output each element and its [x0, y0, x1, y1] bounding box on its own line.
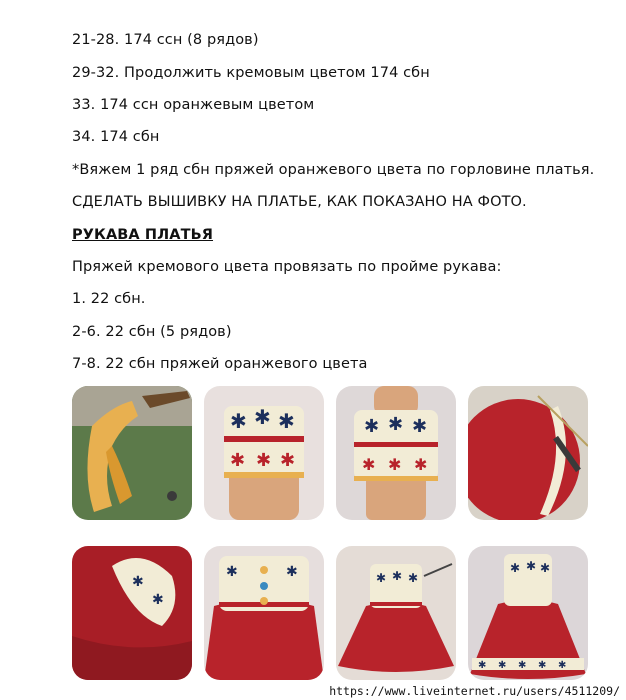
- line-sleeve-row-1: 1. 22 сбн.: [72, 291, 146, 307]
- svg-text:✱: ✱: [526, 559, 537, 573]
- svg-text:✱: ✱: [362, 455, 376, 474]
- svg-text:✱: ✱: [518, 660, 527, 671]
- line-rows-29-32: 29-32. Продолжить кремовым цветом 174 сбн: [72, 65, 430, 81]
- photo-orange-sleeve-strip: [72, 386, 192, 520]
- photo-bodice-back: [336, 386, 456, 520]
- svg-text:✱: ✱: [388, 455, 402, 474]
- svg-text:✱: ✱: [152, 592, 164, 608]
- line-embroidery-note: СДЕЛАТЬ ВЫШИВКУ НА ПЛАТЬЕ, КАК ПОКАЗАНО НА ФОТО.: [72, 194, 527, 210]
- section-heading-sleeves: РУКАВА ПЛАТЬЯ: [72, 227, 214, 243]
- svg-text:✱: ✱: [132, 574, 144, 590]
- line-row-34: 34. 174 сбн: [72, 129, 160, 145]
- sleeve-strip-image: [72, 386, 192, 520]
- svg-text:✱: ✱: [412, 416, 428, 437]
- svg-text:✱: ✱: [226, 564, 238, 580]
- svg-text:✱: ✱: [364, 416, 380, 437]
- line-rows-21-28: 21-28. 174 ссн (8 рядов): [72, 32, 259, 48]
- svg-text:✱: ✱: [498, 660, 507, 671]
- source-watermark: https://www.liveinternet.ru/users/4511209/: [329, 684, 620, 698]
- line-sleeve-rows-7-8: 7-8. 22 сбн пряжей оранжевого цвета: [72, 356, 368, 372]
- svg-text:✱: ✱: [376, 571, 387, 585]
- bodice-back-image: [336, 386, 456, 520]
- svg-text:✱: ✱: [278, 409, 295, 433]
- svg-text:✱: ✱: [414, 455, 428, 474]
- svg-text:✱: ✱: [230, 450, 246, 471]
- line-sleeve-intro: Пряжей кремового цвета провязать по пройме рукава:: [72, 259, 502, 275]
- line-sleeve-rows-2-6: 2-6. 22 сбн (5 рядов): [72, 324, 232, 340]
- skirt-attach-image: [72, 546, 192, 680]
- photo-dress-finished: [468, 546, 588, 680]
- svg-text:✱: ✱: [408, 571, 419, 585]
- svg-text:✱: ✱: [540, 561, 551, 575]
- svg-text:✱: ✱: [392, 569, 403, 583]
- line-row-33: 33. 174 ссн оранжевым цветом: [72, 97, 315, 113]
- photo-red-skirt-crochet: [468, 386, 588, 520]
- line-neckline-note: *Вяжем 1 ряд сбн пряжей оранжевого цвета по горловине платья.: [72, 162, 595, 178]
- photo-dress-front-buttons: [204, 546, 324, 680]
- dress-front-buttons-image: [204, 546, 324, 680]
- svg-text:✱: ✱: [510, 561, 521, 575]
- bodice-front-image: [204, 386, 324, 520]
- photo-dress-front-full: [336, 546, 456, 680]
- svg-text:✱: ✱: [230, 409, 247, 433]
- svg-text:✱: ✱: [388, 414, 404, 435]
- svg-text:✱: ✱: [286, 564, 298, 580]
- red-skirt-crochet-image: [468, 386, 588, 520]
- dress-finished-image: [468, 546, 588, 680]
- svg-text:✱: ✱: [558, 660, 567, 671]
- dress-front-full-image: [336, 546, 456, 680]
- svg-text:✱: ✱: [478, 660, 487, 671]
- svg-text:✱: ✱: [256, 450, 272, 471]
- photo-bodice-front: [204, 386, 324, 520]
- photo-skirt-attach: [72, 546, 192, 680]
- svg-text:✱: ✱: [538, 660, 547, 671]
- svg-text:✱: ✱: [280, 450, 296, 471]
- svg-text:✱: ✱: [254, 405, 271, 429]
